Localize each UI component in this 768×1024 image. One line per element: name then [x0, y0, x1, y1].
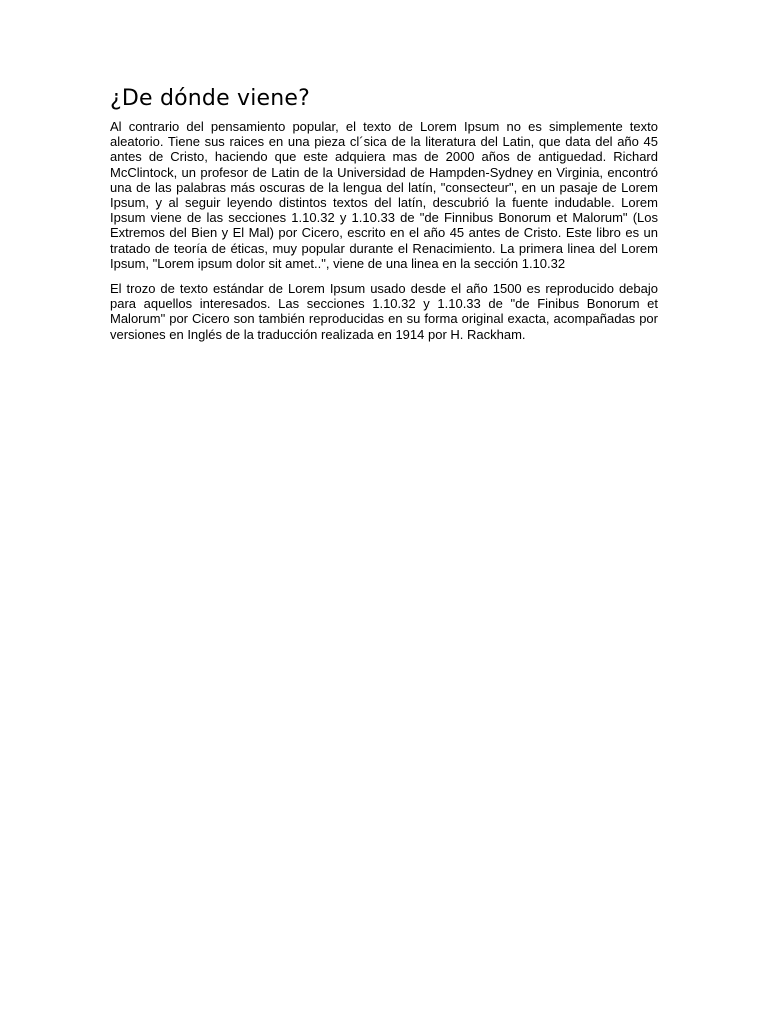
document-content — [110, 85, 658, 352]
page-title: ¿De dónde viene? — [110, 86, 311, 111]
paragraph-origin: Al contrario del pensamiento popular, el texto de Lorem Ipsum no es simplemente texto aleatorio. Tiene sus raices en una pieza cl´sica de la literatura del Latin, que data del año 45 antes de Cristo, haciendo que este adquiera mas de 2000 años de antiguedad. Richard McClintock, un profesor de Latin de la Universidad de Hampden-Sydney en Virginia, encontró una de las palabras más oscuras de la lengua del latín, "consecteur", en un pasaje de Lorem Ipsum, y al seguir leyendo distintos textos del latín, descubrió la fuente indudable. Lorem Ipsum viene de las secciones 1.10.32 y 1.10.33 de "de Finnibus Bonorum et Malorum" (Los Extremos del Bien y El Mal) por Cicero, escrito en el año 45 antes de Cristo. Este libro es un tratado de teoría de éticas, muy popular durante el Renacimiento. La primera linea del Lorem Ipsum, "Lorem ipsum dolor sit amet..", viene de una linea en la sección 1.10.32 — [110, 119, 658, 271]
paragraph-standard-text: El trozo de texto estándar de Lorem Ipsum usado desde el año 1500 es reproducido debajo para aquellos interesados. Las secciones 1.10.32 y 1.10.33 de "de Finibus Bonorum et Malorum" por Cicero son también reproducidas en su forma original exacta, acompañadas por versiones en Inglés de la traducción realizada en 1914 por H. Rackham. — [110, 281, 658, 342]
